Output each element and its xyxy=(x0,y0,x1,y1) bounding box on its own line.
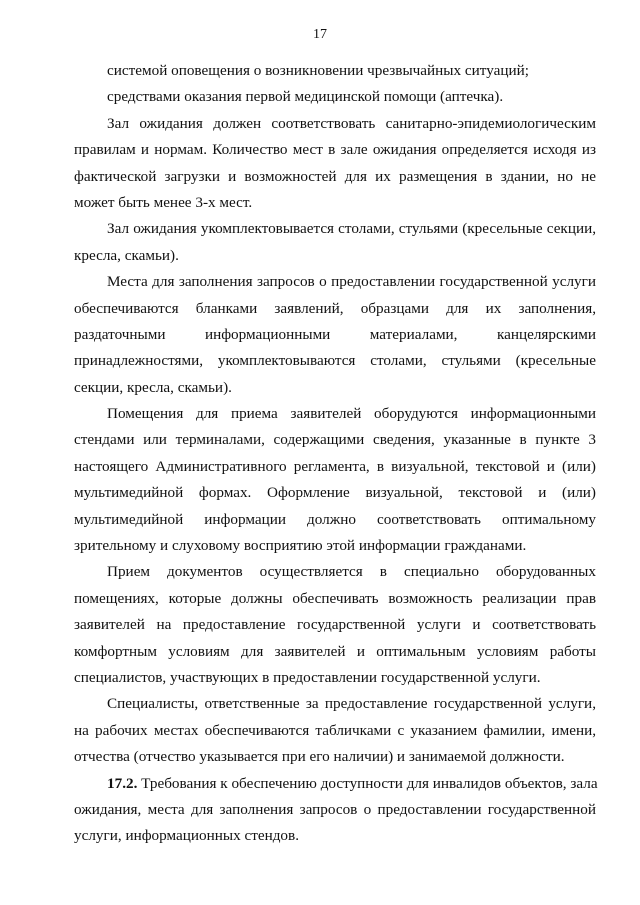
text-line-content: Требования к обеспечению доступности для инвалидов объектов, зала xyxy=(137,774,598,792)
text-line: системой оповещения о возникновении чрезвычайных ситуаций; xyxy=(107,62,529,79)
body-text xyxy=(74,58,596,850)
text-line xyxy=(74,771,596,797)
text-line: настоящего Административного регламента, в визуальной, текстовой и (или) xyxy=(74,457,596,475)
text-line: отчества (отчество указывается при его наличии) и занимаемой должности. xyxy=(74,748,565,766)
text-line: кресла, скамьи). xyxy=(74,246,179,264)
text-line: комфортным условиям для заявителей и оптимальным условиям работы xyxy=(74,642,596,660)
text-line: специалистов, участвующих в предоставлении государственной услуги. xyxy=(74,668,541,686)
page-number: 17 xyxy=(313,27,327,42)
text-line: мультимедийной информации должно соответствовать оптимальному xyxy=(74,510,596,528)
text-line: на рабочих местах обеспечиваются табличками с указанием фамилии, имени, xyxy=(74,721,596,739)
text-line: ожидания, места для заполнения запросов о предоставлении государственной xyxy=(74,800,596,818)
text-line: фактической загрузки и возможностей для их размещения в здании, но не xyxy=(74,167,596,185)
text-line: раздаточными информационными материалами, канцелярскими xyxy=(74,325,596,343)
text-line: Места для заполнения запросов о предоставлении государственной услуги xyxy=(107,273,596,291)
text-line: помещениях, которые должны обеспечивать возможность реализации прав xyxy=(74,589,596,607)
section-number: 17.2. xyxy=(107,774,138,792)
text-line: мультимедийной формах. Оформление визуальной, текстовой и (или) xyxy=(74,484,596,502)
text-line: заявителей на предоставление государственной услуги и соответствовать xyxy=(74,616,596,634)
text-line: может быть менее 3-х мест. xyxy=(74,193,253,211)
text-line: стендами или терминалами, содержащими сведения, указанные в пункте 3 xyxy=(74,431,596,449)
text-line: услуги, информационных стендов. xyxy=(74,827,299,845)
text-line: Зал ожидания укомплектовывается столами, стульями (кресельные секции, xyxy=(107,220,596,238)
text-line: средствами оказания первой медицинской помощи (аптечка). xyxy=(107,88,504,106)
text-line: секции, кресла, скамьи). xyxy=(74,378,232,396)
text-line: принадлежностями, укомплектовываются столами, стульями (кресельные xyxy=(74,352,596,370)
text-line: Зал ожидания должен соответствовать санитарно-эпидемиологическим xyxy=(107,114,596,132)
text-line: Специалисты, ответственные за предоставление государственной услуги, xyxy=(107,695,596,713)
text-line: зрительному и слуховому восприятию этой информации гражданами. xyxy=(74,537,527,555)
text-line: правилам и нормам. Количество мест в зале ожидания определяется исходя из xyxy=(74,141,596,159)
text-line: Прием документов осуществляется в специально оборудованных xyxy=(107,563,596,581)
text-line: Помещения для приема заявителей оборудуются информационными xyxy=(107,405,596,423)
text-line: обеспечиваются бланками заявлений, образцами для их заполнения, xyxy=(74,299,596,317)
